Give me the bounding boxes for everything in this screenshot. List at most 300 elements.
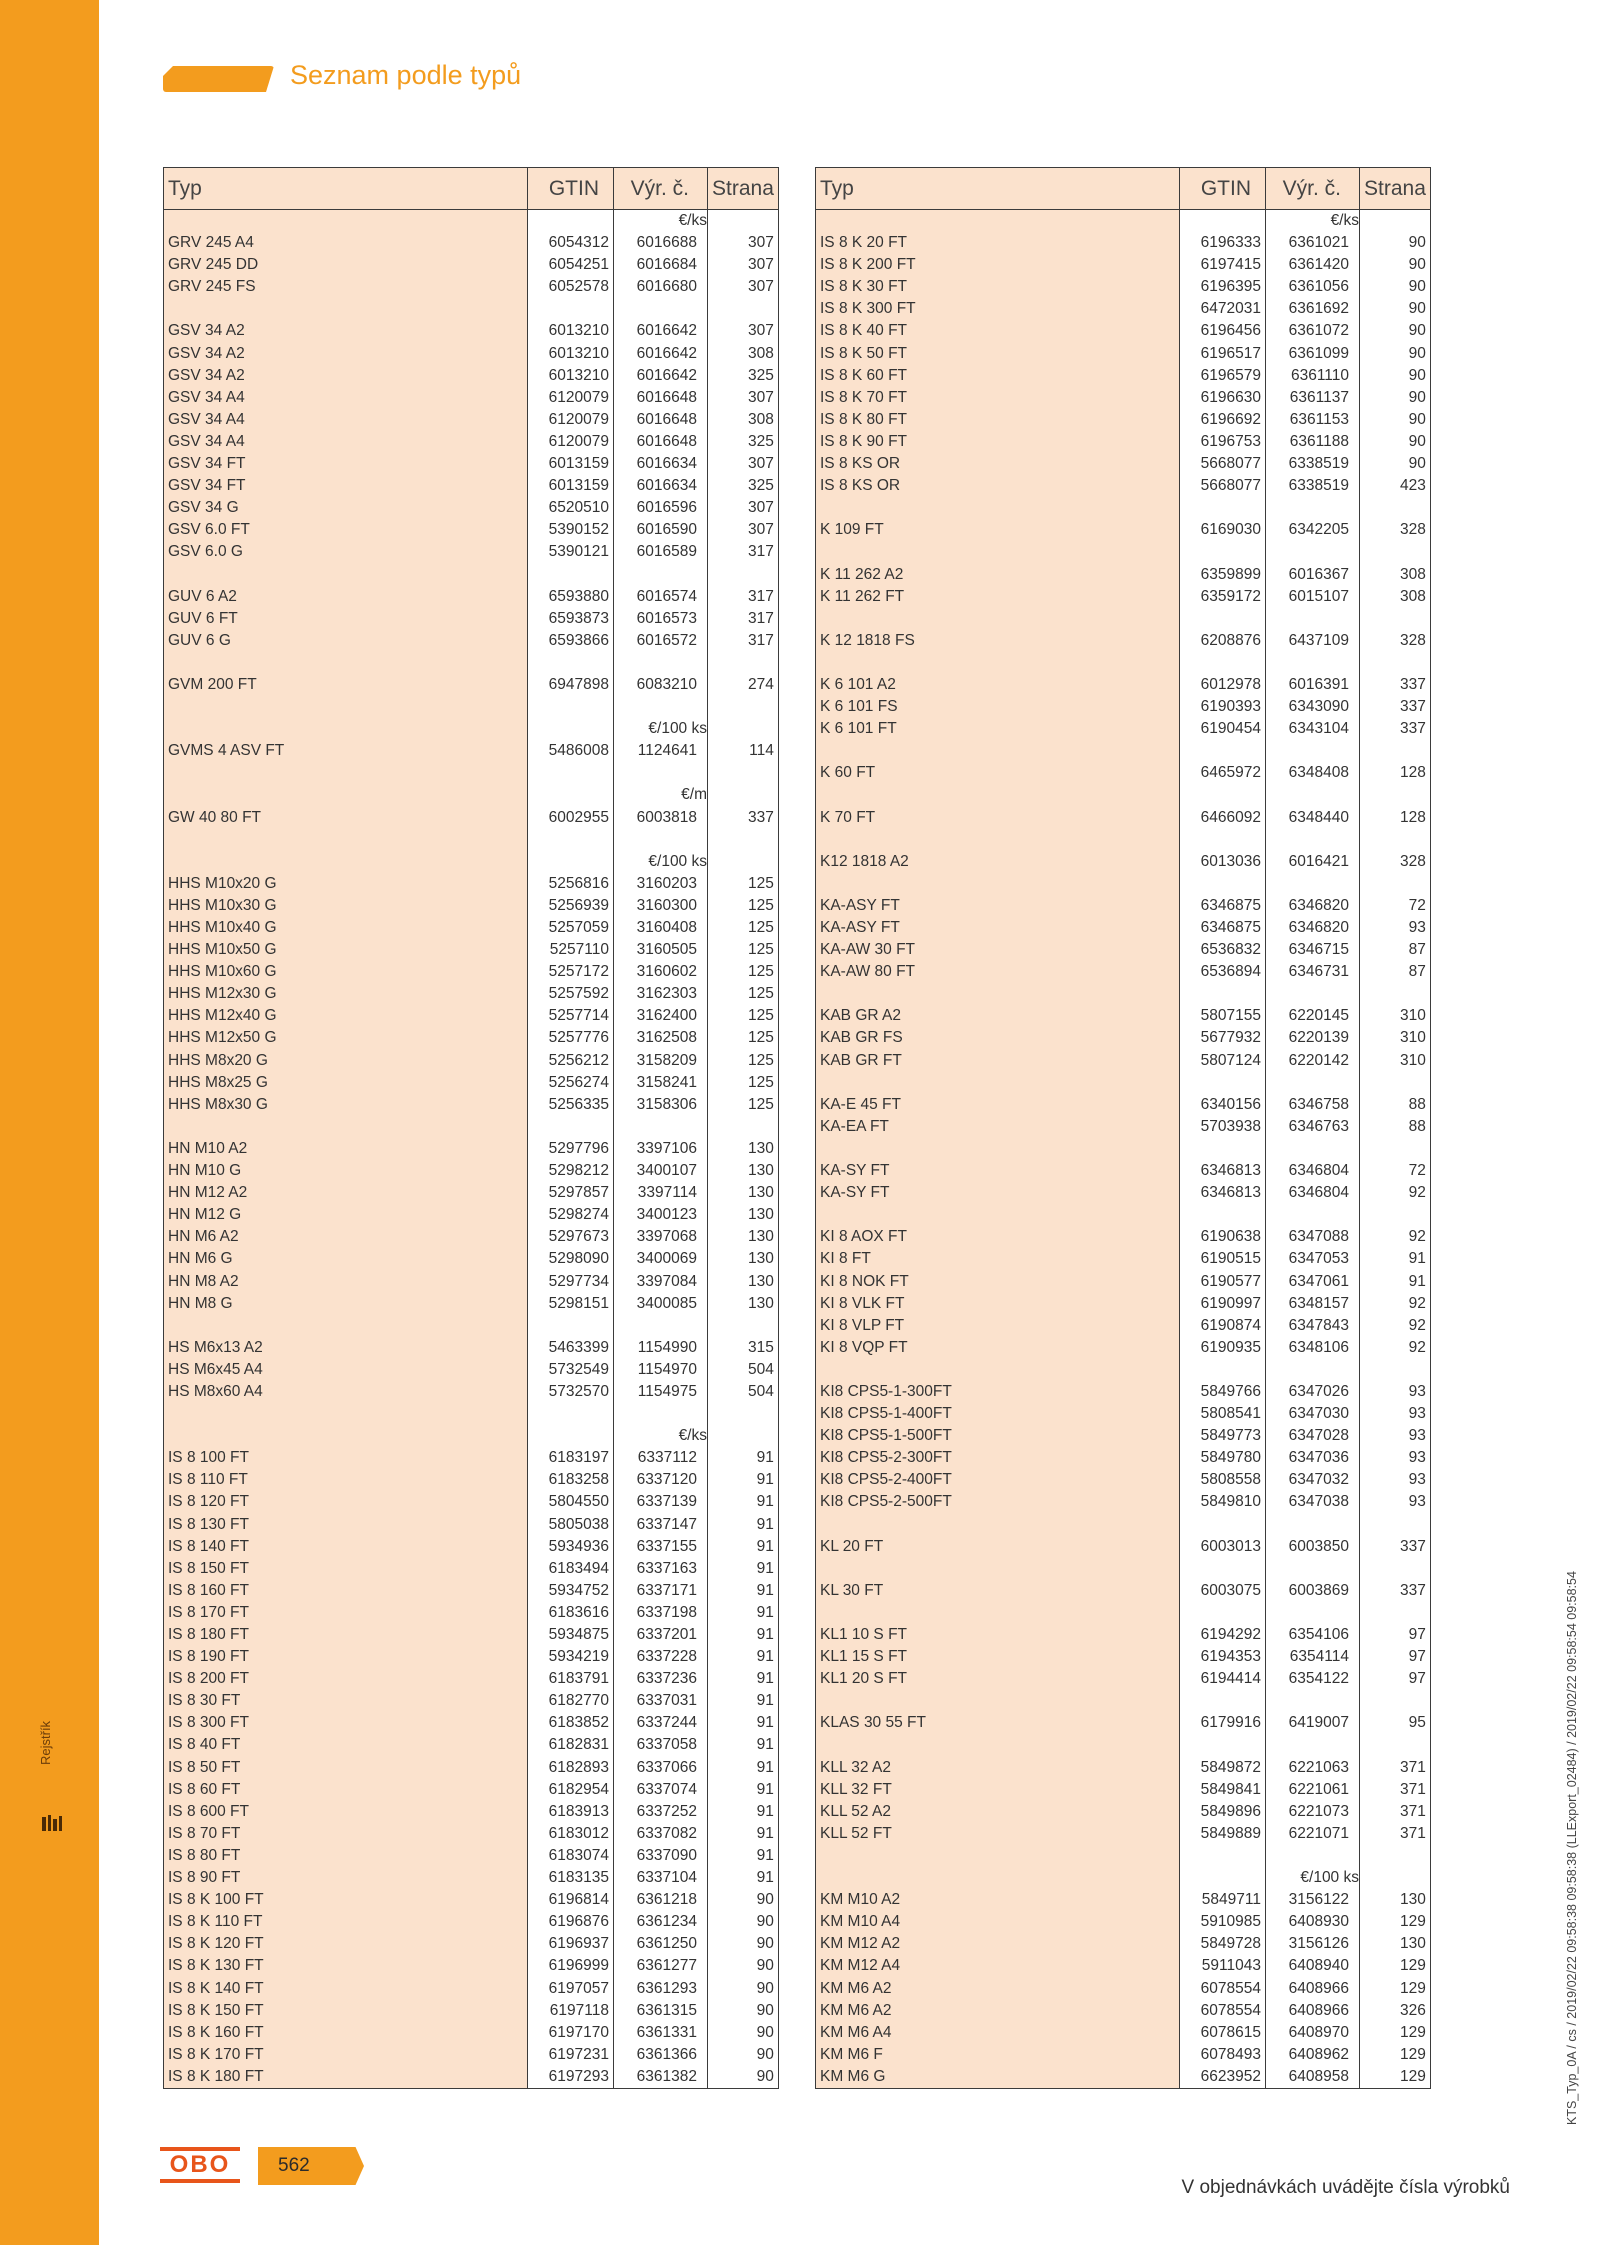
- cell-strana: 130: [1360, 1933, 1431, 1955]
- cell-vyr: [1266, 608, 1360, 630]
- table-row: [816, 718, 1431, 740]
- cell-typ: [164, 564, 528, 586]
- cell-gtin: 6593873: [528, 608, 614, 630]
- table-row: [164, 387, 779, 409]
- cell-vyr: 6337201: [614, 1624, 708, 1646]
- cell-strana: 97: [1360, 1668, 1431, 1690]
- cell-gtin: 6013210: [528, 320, 614, 342]
- cell-strana: 90: [1360, 409, 1431, 431]
- cell-typ: [816, 652, 1180, 674]
- cell-gtin: 6190393: [1180, 696, 1266, 718]
- cell-typ: KM M6 F: [816, 2044, 1180, 2066]
- table-row: [164, 1867, 779, 1889]
- cell-strana: 125: [708, 961, 779, 983]
- cell-gtin: 6183852: [528, 1712, 614, 1734]
- cell-strana: 91: [708, 1668, 779, 1690]
- cell-vyr: 6003850: [1266, 1536, 1360, 1558]
- cell-strana: 91: [708, 1558, 779, 1580]
- table-row: [816, 365, 1431, 387]
- cell-typ: IS 8 KS OR: [816, 453, 1180, 475]
- cell-strana: 504: [708, 1381, 779, 1403]
- cell-vyr: 6361153: [1266, 409, 1360, 431]
- table-row: [164, 652, 779, 674]
- cell-typ: KI 8 VLP FT: [816, 1315, 1180, 1337]
- table-row: [816, 1558, 1431, 1580]
- cell-vyr: 6343090: [1266, 696, 1360, 718]
- cell-vyr: 6361188: [1266, 431, 1360, 453]
- cell-strana: 91: [708, 1491, 779, 1513]
- cell-strana: 90: [708, 1889, 779, 1911]
- cell-typ: K 11 262 FT: [816, 586, 1180, 608]
- cell-vyr: 3397084: [614, 1271, 708, 1293]
- cell-gtin: 6947898: [528, 674, 614, 696]
- cell-typ: KM M10 A2: [816, 1889, 1180, 1911]
- cell-strana: 315: [708, 1337, 779, 1359]
- cell-gtin: 6359172: [1180, 586, 1266, 608]
- cell-strana: 125: [708, 1094, 779, 1116]
- cell-vyr: 6016572: [614, 630, 708, 652]
- cell-gtin: [1180, 1734, 1266, 1756]
- cell-vyr: 6016680: [614, 276, 708, 298]
- cell-vyr: 6348106: [1266, 1337, 1360, 1359]
- cell-vyr: 6408930: [1266, 1911, 1360, 1933]
- page-number: 562: [278, 2155, 310, 2176]
- cell-typ: HHS M8x30 G: [164, 1094, 528, 1116]
- cell-vyr: 6016642: [614, 343, 708, 365]
- cell-gtin: 5849711: [1180, 1889, 1266, 1911]
- cell-gtin: [1180, 541, 1266, 563]
- table-row: [164, 1668, 779, 1690]
- table-row: [164, 895, 779, 917]
- cell-strana: [1360, 497, 1431, 519]
- cell-strana: 91: [708, 1690, 779, 1712]
- cell-vyr: 6016596: [614, 497, 708, 519]
- cell-typ: GSV 34 FT: [164, 475, 528, 497]
- cell-gtin: 6196876: [528, 1911, 614, 1933]
- cell-vyr: [1266, 1204, 1360, 1226]
- table-row: [816, 1248, 1431, 1270]
- cell-vyr: 3400085: [614, 1293, 708, 1315]
- cell-vyr: 6347053: [1266, 1248, 1360, 1270]
- table-row: [164, 1072, 779, 1094]
- cell-gtin: 5390152: [528, 519, 614, 541]
- cell-strana: 93: [1360, 1447, 1431, 1469]
- table-row: [164, 1315, 779, 1337]
- cell-gtin: 5298274: [528, 1204, 614, 1226]
- cell-gtin: 6346813: [1180, 1182, 1266, 1204]
- cell-vyr: [1266, 652, 1360, 674]
- cell-vyr: 6220142: [1266, 1050, 1360, 1072]
- cell-gtin: 6465972: [1180, 762, 1266, 784]
- cell-gtin: 6054251: [528, 254, 614, 276]
- cell-strana: 90: [1360, 254, 1431, 276]
- table-row: [164, 497, 779, 519]
- cell-vyr: 6361277: [614, 1955, 708, 1977]
- cell-vyr: 1154975: [614, 1381, 708, 1403]
- cell-strana: [1360, 1138, 1431, 1160]
- cell-vyr: 6337155: [614, 1536, 708, 1558]
- cell-strana: 129: [1360, 1955, 1431, 1977]
- cell-gtin: 6120079: [528, 431, 614, 453]
- cell-vyr: 6016642: [614, 365, 708, 387]
- cell-vyr: 6342205: [1266, 519, 1360, 541]
- cell-strana: 125: [708, 1027, 779, 1049]
- cell-gtin: [528, 564, 614, 586]
- cell-typ: KLL 32 FT: [816, 1779, 1180, 1801]
- cell-typ: HHS M8x25 G: [164, 1072, 528, 1094]
- table-row: [164, 1978, 779, 2000]
- cell-strana: 72: [1360, 1160, 1431, 1182]
- cell-gtin: 6183012: [528, 1823, 614, 1845]
- cell-strana: [1360, 1204, 1431, 1226]
- table-row: [816, 630, 1431, 652]
- cell-typ: KI8 CPS5-2-300FT: [816, 1447, 1180, 1469]
- table-row: [816, 387, 1431, 409]
- cell-typ: KM M6 A4: [816, 2022, 1180, 2044]
- table-row: [164, 1403, 779, 1425]
- table-row: [164, 1845, 779, 1867]
- cell-typ: IS 8 140 FT: [164, 1536, 528, 1558]
- type-table-right: [815, 167, 1431, 2089]
- cell-vyr: 6361099: [1266, 343, 1360, 365]
- table-row: [164, 784, 779, 806]
- table-row: [816, 851, 1431, 873]
- cell-gtin: 6183258: [528, 1469, 614, 1491]
- table-row: [816, 674, 1431, 696]
- cell-gtin: [528, 1315, 614, 1337]
- cell-strana: 307: [708, 320, 779, 342]
- cell-strana: 95: [1360, 1712, 1431, 1734]
- cell-vyr: 6361056: [1266, 276, 1360, 298]
- cell-gtin: 6472031: [1180, 298, 1266, 320]
- table-row: [164, 541, 779, 563]
- cell-strana: 91: [708, 1447, 779, 1469]
- table-row: [164, 2044, 779, 2066]
- cell-typ: [164, 1425, 528, 1447]
- cell-vyr: [1266, 1359, 1360, 1381]
- cell-typ: GSV 34 A2: [164, 365, 528, 387]
- table-row: [816, 1690, 1431, 1712]
- cell-vyr: 6347032: [1266, 1469, 1360, 1491]
- cell-vyr: 6016634: [614, 453, 708, 475]
- cell-typ: HN M6 A2: [164, 1226, 528, 1248]
- table-row: [164, 1116, 779, 1138]
- table-row: [164, 1580, 779, 1602]
- cell-vyr: 6354114: [1266, 1646, 1360, 1668]
- table-row: [816, 917, 1431, 939]
- cell-strana: 91: [708, 1823, 779, 1845]
- cell-strana: 125: [708, 873, 779, 895]
- table-row: [816, 586, 1431, 608]
- cell-strana: 130: [1360, 1889, 1431, 1911]
- cell-strana: 310: [1360, 1005, 1431, 1027]
- cell-typ: HN M6 G: [164, 1248, 528, 1270]
- table-row: [164, 1050, 779, 1072]
- cell-vyr: 3400107: [614, 1160, 708, 1182]
- cell-vyr: 6337236: [614, 1668, 708, 1690]
- table-row: [816, 320, 1431, 342]
- col-header-typ: Typ: [164, 168, 528, 210]
- cell-strana: 91: [1360, 1271, 1431, 1293]
- table-row: [816, 829, 1431, 851]
- cell-gtin: 6190997: [1180, 1293, 1266, 1315]
- cell-vyr: 6337082: [614, 1823, 708, 1845]
- cell-strana: [1360, 1845, 1431, 1867]
- cell-typ: IS 8 K 300 FT: [816, 298, 1180, 320]
- table-row: [816, 2066, 1431, 2089]
- cell-gtin: 6078554: [1180, 1978, 1266, 2000]
- cell-vyr: 6408962: [1266, 2044, 1360, 2066]
- cell-vyr: 6361072: [1266, 320, 1360, 342]
- cell-typ: [816, 829, 1180, 851]
- cell-typ: IS 8 K 30 FT: [816, 276, 1180, 298]
- cell-gtin: [528, 652, 614, 674]
- cell-gtin: 6190515: [1180, 1248, 1266, 1270]
- cell-typ: GSV 34 A2: [164, 343, 528, 365]
- cell-strana: 308: [708, 409, 779, 431]
- cell-strana: [1360, 541, 1431, 563]
- cell-vyr: €/ks: [614, 1425, 708, 1447]
- cell-gtin: 5732549: [528, 1359, 614, 1381]
- cell-gtin: 5297857: [528, 1182, 614, 1204]
- cell-vyr: 3397114: [614, 1182, 708, 1204]
- table-row: [164, 762, 779, 784]
- cell-gtin: 6196753: [1180, 431, 1266, 453]
- table-row: [816, 519, 1431, 541]
- cell-vyr: 6337147: [614, 1514, 708, 1536]
- cell-typ: HHS M10x30 G: [164, 895, 528, 917]
- cell-gtin: 6623952: [1180, 2066, 1266, 2089]
- cell-vyr: 6346804: [1266, 1160, 1360, 1182]
- cell-gtin: 6520510: [528, 497, 614, 519]
- cell-typ: KA-AW 30 FT: [816, 939, 1180, 961]
- cell-typ: HHS M12x50 G: [164, 1027, 528, 1049]
- cell-typ: K 6 101 FT: [816, 718, 1180, 740]
- cell-gtin: 6208876: [1180, 630, 1266, 652]
- cell-vyr: [614, 298, 708, 320]
- cell-strana: 90: [1360, 431, 1431, 453]
- table-row: [816, 762, 1431, 784]
- cell-strana: 90: [708, 1911, 779, 1933]
- cell-typ: IS 8 120 FT: [164, 1491, 528, 1513]
- cell-strana: 317: [708, 586, 779, 608]
- cell-strana: 130: [708, 1138, 779, 1160]
- table-row: [816, 1094, 1431, 1116]
- cell-vyr: 3400069: [614, 1248, 708, 1270]
- cell-typ: GSV 34 A2: [164, 320, 528, 342]
- col-header-strana: Strana: [1360, 168, 1431, 210]
- cell-vyr: 1154990: [614, 1337, 708, 1359]
- cell-vyr: 6347038: [1266, 1491, 1360, 1513]
- table-row: [816, 1491, 1431, 1513]
- cell-gtin: 6052578: [528, 276, 614, 298]
- cell-strana: 90: [1360, 232, 1431, 254]
- cell-typ: [164, 718, 528, 740]
- table-row: [816, 1447, 1431, 1469]
- cell-strana: 90: [1360, 276, 1431, 298]
- table-row: [164, 1359, 779, 1381]
- table-row: [816, 497, 1431, 519]
- cell-gtin: [528, 784, 614, 806]
- cell-gtin: 5934936: [528, 1536, 614, 1558]
- cell-typ: KLL 52 A2: [816, 1801, 1180, 1823]
- table-row: [164, 1027, 779, 1049]
- cell-strana: [708, 851, 779, 873]
- cell-gtin: 6120079: [528, 387, 614, 409]
- cell-vyr: [1266, 1514, 1360, 1536]
- cell-gtin: 6197415: [1180, 254, 1266, 276]
- cell-gtin: 6194414: [1180, 1668, 1266, 1690]
- cell-typ: K 60 FT: [816, 762, 1180, 784]
- table-row: [816, 1889, 1431, 1911]
- cell-strana: 337: [1360, 718, 1431, 740]
- cell-strana: [1360, 1690, 1431, 1712]
- cell-strana: 371: [1360, 1757, 1431, 1779]
- table-row: [816, 1226, 1431, 1248]
- cell-vyr: [1266, 784, 1360, 806]
- cell-typ: KM M6 A2: [816, 1978, 1180, 2000]
- page-number-tab: [258, 2147, 364, 2185]
- cell-gtin: 6190874: [1180, 1315, 1266, 1337]
- table-row: [816, 652, 1431, 674]
- cell-vyr: [1266, 1845, 1360, 1867]
- cell-vyr: 1124641: [614, 740, 708, 762]
- cell-strana: 87: [1360, 939, 1431, 961]
- cell-vyr: 6408970: [1266, 2022, 1360, 2044]
- table-row: [816, 254, 1431, 276]
- title-tab: [163, 66, 274, 92]
- cell-gtin: 5808541: [1180, 1403, 1266, 1425]
- table-row: [816, 343, 1431, 365]
- table-row: [164, 1911, 779, 1933]
- table-row: [164, 365, 779, 387]
- cell-typ: IS 8 150 FT: [164, 1558, 528, 1580]
- table-row: [164, 453, 779, 475]
- cell-typ: KA-EA FT: [816, 1116, 1180, 1138]
- cell-strana: 125: [708, 1072, 779, 1094]
- cell-vyr: [1266, 1690, 1360, 1712]
- cell-gtin: 6346813: [1180, 1160, 1266, 1182]
- cell-vyr: 3156122: [1266, 1889, 1360, 1911]
- cell-typ: [816, 1514, 1180, 1536]
- cell-vyr: 6347036: [1266, 1447, 1360, 1469]
- cell-strana: 125: [708, 1005, 779, 1027]
- cell-vyr: 6419007: [1266, 1712, 1360, 1734]
- cell-strana: 129: [1360, 2044, 1431, 2066]
- table-row: [816, 2044, 1431, 2066]
- cell-vyr: 6347843: [1266, 1315, 1360, 1337]
- cell-strana: 371: [1360, 1801, 1431, 1823]
- col-header-vyr: Výr. č.: [614, 168, 708, 210]
- cell-gtin: 6197057: [528, 1978, 614, 2000]
- table-row: [816, 696, 1431, 718]
- cell-gtin: [1180, 497, 1266, 519]
- cell-gtin: 6190638: [1180, 1226, 1266, 1248]
- table-row: [164, 431, 779, 453]
- table-body-left: [164, 210, 779, 2089]
- cell-strana: [1360, 1602, 1431, 1624]
- table-row: [164, 1381, 779, 1403]
- cell-gtin: 5486008: [528, 740, 614, 762]
- table-row: [816, 1867, 1431, 1889]
- table-row: [164, 2000, 779, 2022]
- cell-gtin: 5463399: [528, 1337, 614, 1359]
- table-row: [816, 1469, 1431, 1491]
- cell-vyr: 6361250: [614, 1933, 708, 1955]
- cell-strana: [1360, 1867, 1431, 1889]
- cell-strana: 423: [1360, 475, 1431, 497]
- table-row: [164, 409, 779, 431]
- table-row: [164, 718, 779, 740]
- cell-vyr: 3162400: [614, 1005, 708, 1027]
- cell-strana: 97: [1360, 1624, 1431, 1646]
- table-header-row: [816, 168, 1431, 210]
- cell-strana: 91: [708, 1580, 779, 1602]
- cell-strana: 91: [708, 1646, 779, 1668]
- cell-vyr: 6338519: [1266, 453, 1360, 475]
- cell-typ: [816, 1558, 1180, 1580]
- cell-gtin: 6194292: [1180, 1624, 1266, 1646]
- cell-gtin: 6346875: [1180, 895, 1266, 917]
- cell-gtin: 6190935: [1180, 1337, 1266, 1359]
- table-row: [164, 1248, 779, 1270]
- cell-typ: HN M12 A2: [164, 1182, 528, 1204]
- cell-typ: IS 8 K 140 FT: [164, 1978, 528, 2000]
- table-row: [164, 1823, 779, 1845]
- table-row: [816, 1845, 1431, 1867]
- cell-typ: [816, 983, 1180, 1005]
- cell-typ: GSV 34 G: [164, 497, 528, 519]
- cell-strana: 92: [1360, 1226, 1431, 1248]
- cell-strana: 91: [708, 1779, 779, 1801]
- table-row: [816, 1182, 1431, 1204]
- cell-strana: 91: [708, 1757, 779, 1779]
- cell-gtin: 6196630: [1180, 387, 1266, 409]
- cell-gtin: 6012978: [1180, 674, 1266, 696]
- table-row: [816, 740, 1431, 762]
- cell-strana: [1360, 652, 1431, 674]
- cell-gtin: 6183913: [528, 1801, 614, 1823]
- cell-gtin: [528, 762, 614, 784]
- table-row: [164, 917, 779, 939]
- cell-gtin: 5677932: [1180, 1027, 1266, 1049]
- table-row: [816, 895, 1431, 917]
- table-row: [164, 674, 779, 696]
- cell-vyr: 6337139: [614, 1491, 708, 1513]
- cell-vyr: 6220145: [1266, 1005, 1360, 1027]
- cell-vyr: [1266, 1734, 1360, 1756]
- cell-typ: K 109 FT: [816, 519, 1180, 541]
- cell-strana: [1360, 1514, 1431, 1536]
- cell-gtin: [1180, 784, 1266, 806]
- cell-vyr: 6346715: [1266, 939, 1360, 961]
- cell-gtin: 6194353: [1180, 1646, 1266, 1668]
- table-row: [816, 1116, 1431, 1138]
- cell-gtin: 6359899: [1180, 564, 1266, 586]
- cell-vyr: 6437109: [1266, 630, 1360, 652]
- cell-gtin: 5298090: [528, 1248, 614, 1270]
- col-header-vyr: Výr. č.: [1266, 168, 1360, 210]
- table-row: [164, 1271, 779, 1293]
- cell-typ: [816, 1734, 1180, 1756]
- table-row: [164, 1514, 779, 1536]
- cell-typ: GUV 6 FT: [164, 608, 528, 630]
- table-header-row: [164, 168, 779, 210]
- cell-gtin: 6182893: [528, 1757, 614, 1779]
- table-row: [816, 564, 1431, 586]
- cell-typ: KI 8 NOK FT: [816, 1271, 1180, 1293]
- cell-strana: 274: [708, 674, 779, 696]
